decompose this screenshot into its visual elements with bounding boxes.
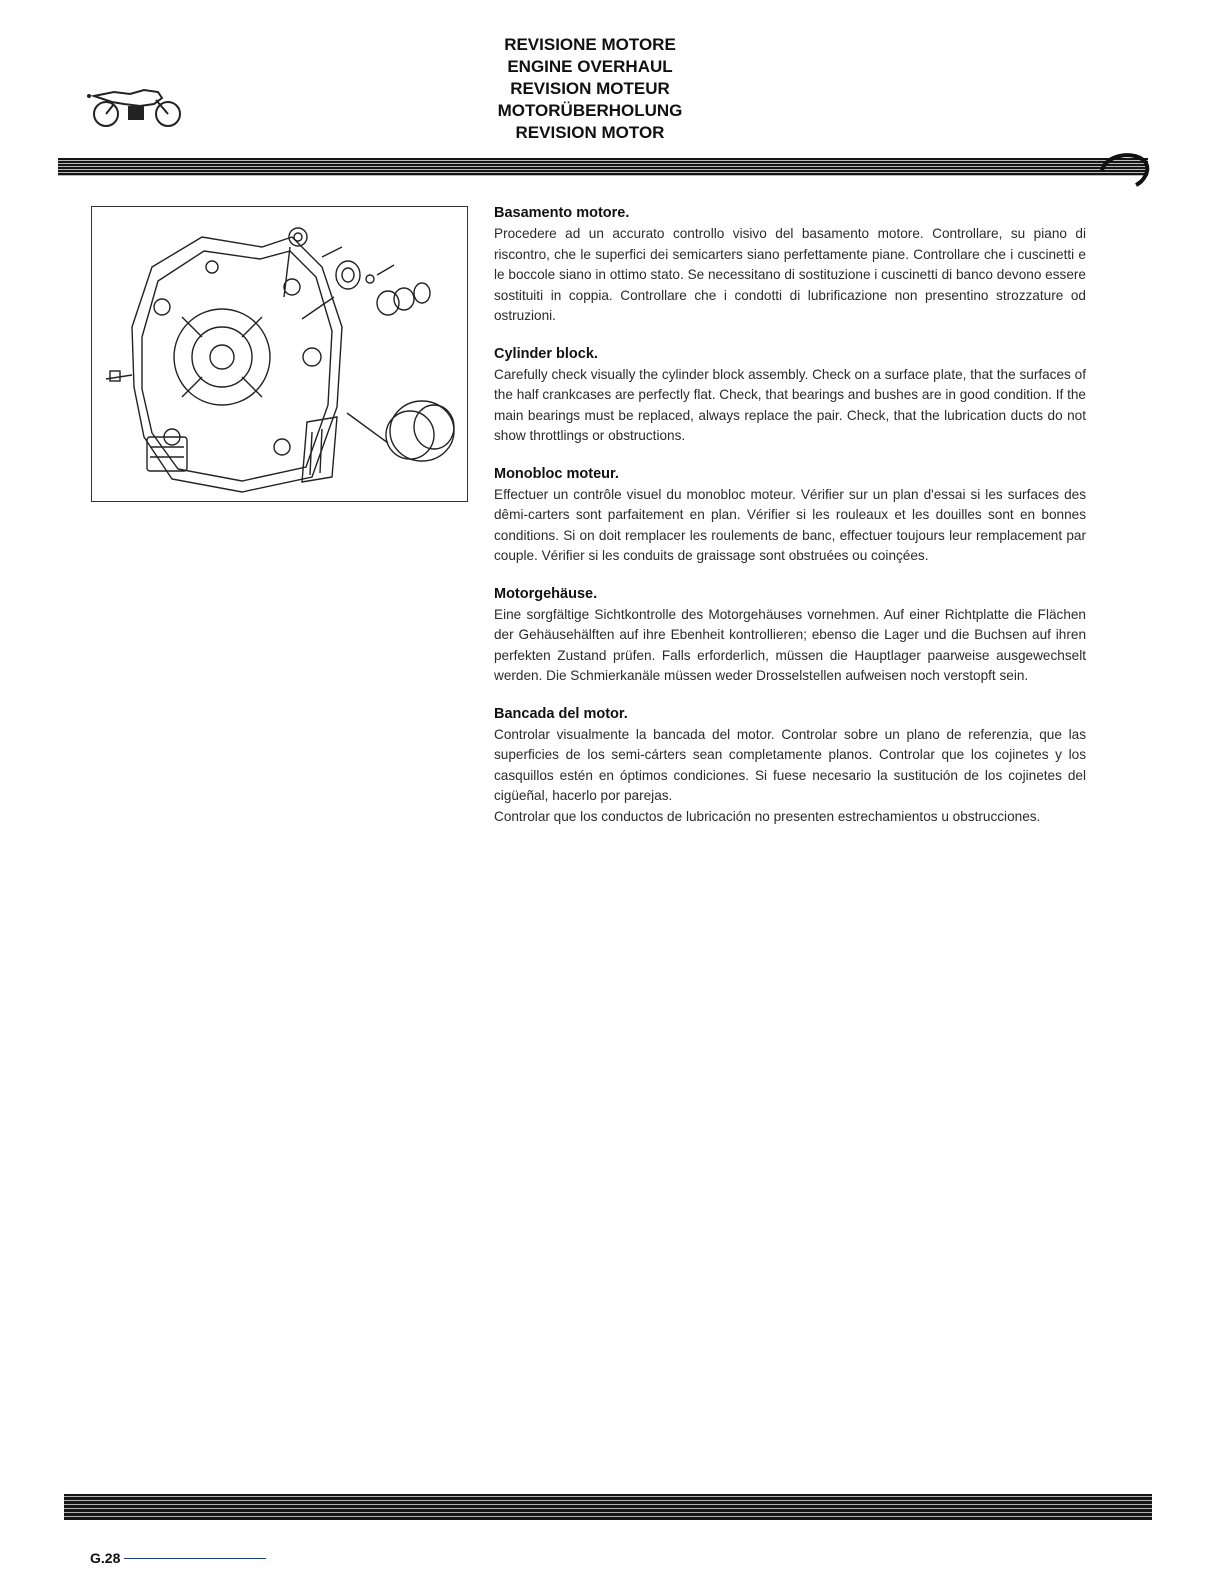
rule-end-ornament-icon	[1096, 145, 1152, 189]
section-body: Procedere ad un accurato controllo visivo del basamento motore. Controllare, su piano di riscontro, che le superfici dei semicarters siano perfettamente piane. Controllare che i cuscinetti e le boccole siano in ottimo stato. Se necessitano di sostituzione i cuscinetti di banco devono essere sostituiti in coppia. Controllare che i condotti di lubrificazione non presentino strozzature od ostruzioni.	[494, 226, 1086, 323]
motorcycle-logo-icon	[84, 82, 186, 130]
section-french	[494, 464, 1086, 567]
bottom-rule-divider	[64, 1494, 1152, 1520]
section-body: Effectuer un contrôle visuel du monobloc moteur. Vérifier sur un plan d'essai si les surfaces des dêmi-carters sont parfaitement en plan. Vérifier si les rouleaux et les douilles sont en bonnes conditions. Si on doit remplacer les roulements de banc, effectuer toujours leur remplacement par couple. Vérifier si les conduits de graissage sont obstruées ou coinçées.	[494, 486, 1086, 563]
section-body: Eine sorgfältige Sichtkontrolle des Motorgehäuses vornehmen. Auf einer Richtplatte die Flächen der Gehäusehälften auf ihre Ebenheit kontrollieren; ebenso die Lager und die Buchsen auf ihren perfekten Zustand prüfen. Falls erforderlich, müssen die Hauptlager paarweise ausgewechselt werden. Die Schmierkanäle müssen weder Drosselstellen aufweisen noch verstopft sein.	[494, 606, 1086, 683]
text-column	[494, 203, 1086, 844]
section-body: Controlar visualmente la bancada del motor. Controlar sobre un plano de referenzia, que las superficies de los semi-cárters sean completamente planos. Controlar que los cojinetes y los casquillos estén en óptimos condiciones. Si fuese necesario la sustitución de los cojinetes del cigüeñal, hacerlo por parejas.	[494, 726, 1086, 803]
section-body: Carefully check visually the cylinder block assembly. Check on a surface plate, that the surfaces of the half crankcases are perfectly flat. Check, that bearings and bushes are in good condition. If the main bearings must be replaced, always replace the pair. Check, that the lubrication ducts do not show throttlings or obstructions.	[494, 366, 1086, 443]
section-italian	[494, 203, 1086, 327]
section-heading: Monobloc moteur.	[494, 465, 619, 482]
title-spanish: REVISION MOTOR	[515, 123, 665, 142]
title-english: ENGINE OVERHAUL	[507, 57, 673, 76]
title-french: REVISION MOTEUR	[510, 79, 670, 98]
section-heading: Basamento motore.	[494, 205, 630, 221]
section-heading: Bancada del motor.	[494, 705, 628, 722]
section-heading: Motorgehäuse.	[494, 585, 598, 602]
top-rule-divider	[58, 158, 1148, 176]
section-english	[494, 344, 1086, 447]
crankcase-figure	[91, 206, 468, 502]
header-titles	[430, 34, 750, 144]
section-german	[494, 584, 1086, 687]
section-body-extra: Controlar que los conductos de lubricación no presenten estrechamientos u obstrucciones.	[494, 808, 1041, 824]
crankcase-exploded-diagram	[92, 207, 467, 501]
title-german: MOTORÜBERHOLUNG	[497, 101, 683, 120]
title-italian: REVISIONE MOTORE	[504, 35, 676, 54]
section-heading: Cylinder block.	[494, 345, 598, 362]
page-number: G.28	[90, 1550, 121, 1566]
page-number-underline	[124, 1558, 266, 1559]
section-spanish	[494, 704, 1086, 828]
